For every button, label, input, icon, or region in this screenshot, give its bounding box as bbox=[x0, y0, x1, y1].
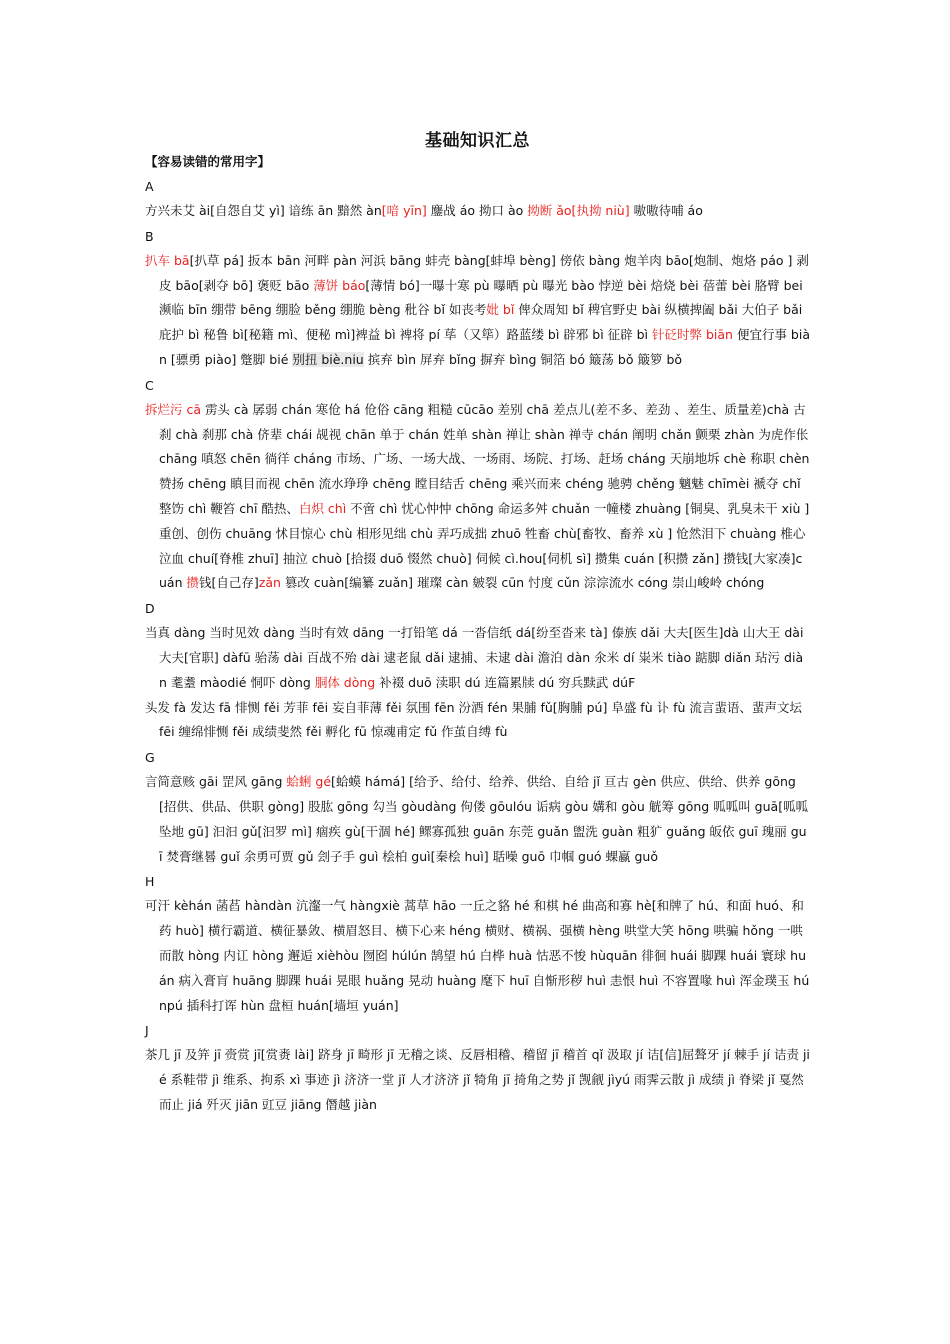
highlighted-entry: 拆烂污 cā bbox=[145, 401, 202, 417]
entry-text: 方兴未艾 ài[自怨自艾 yì] 谙练 ān 黯然 àn bbox=[145, 203, 382, 218]
entry-paragraph bbox=[145, 1043, 810, 1117]
entry-text: 鏖战 áo 拗口 ào bbox=[426, 203, 528, 218]
letter-heading: B bbox=[145, 228, 154, 244]
entry-text: 嗷嗷待哺 áo bbox=[629, 203, 703, 218]
highlighted-entry: zǎn bbox=[258, 575, 281, 591]
entry-text: 补裰 duō 渎职 dú 连篇累牍 dú 穷兵黩武 dúF bbox=[375, 674, 636, 690]
letter-heading: D bbox=[145, 601, 155, 617]
entry-text: 不啻 chì 忧心忡忡 chōng 命运多舛 chuǎn 一幢楼 zhuàng [铜臭、乳臭未干 xiù ] 重创、创伤 chuāng 怵目惊心 chù 相形见绌 chù 弄巧成拙 zhuō 牲畜 chù[畜牧、畜养 xù ] 怆然泪下 chuàng 椎心泣血 chuí[脊椎 zhuī] 抽泣 chuò [拾掇 duō 惙然 chuò] 伺候 cì.hou[伺机 sì] 攒集 cuán [积攒 zǎn] 攒钱[大家凑]cuán bbox=[159, 500, 810, 591]
letter-heading: G bbox=[145, 750, 155, 766]
entry-paragraph bbox=[145, 249, 810, 373]
entry-text: 钱[自己存] bbox=[199, 575, 259, 591]
highlighted-entry: 针砭时弊 biān bbox=[652, 327, 733, 343]
entry-paragraph bbox=[145, 398, 810, 596]
entry-text: 当真 dàng 当时见效 dàng 当时有效 dāng 一打铅笔 dá 一沓信纸 dá[纷至沓来 tà] 傣族 dǎi 大夫[医生]dà 山大王 dài 大夫[官职] dàfū 骀荡 dài 百战不殆 dài 逮老鼠 dǎi 逮捕、未逮 dài 澹泊 dàn 氽米 dí 粜米 tiào 踮脚 diǎn 玷污 diàn 耄耋 màodié 恫吓 dòng bbox=[145, 625, 804, 690]
entry-paragraph bbox=[145, 770, 810, 869]
entry-text: [薄情 bó]一曝十寒 pù 曝晒 pù 曝光 bào 悖逆 bèi 焙烧 bèi 蓓蕾 bèi 胳臂 bei 濒临 bīn 绷带 bēng 绷脸 běng 绷脆 bèng 秕谷 bǐ 如丧考 bbox=[159, 277, 803, 318]
entry-paragraph bbox=[145, 894, 810, 1018]
highlighted-entry: [喑 yīn] bbox=[381, 203, 427, 218]
entry-text: 篡改 cuàn[编纂 zuǎn] 璀璨 càn 皴裂 cūn 忖度 cǔn 淙淙流水 cóng 崇山峻岭 chóng bbox=[280, 575, 765, 591]
letter-heading: C bbox=[145, 377, 154, 393]
section-heading: 【容易读错的常用字】 bbox=[145, 154, 271, 169]
highlighted-entry: 薄饼 báo bbox=[313, 277, 366, 293]
letter-heading: J bbox=[145, 1023, 149, 1039]
entry-text: 言简意赅 gāi 罡风 gāng bbox=[145, 774, 287, 790]
entry-text: 头发 fà 发达 fā 悱恻 fěi 芳菲 fēi 妄自菲薄 fěi 氛围 fēn 汾酒 fén 果脯 fǔ[胸脯 pú] 阜盛 fù 讣 fù 流言蜚语、蜚声文坛 fēi 缠绵悱恻 fěi 成绩斐然 fěi 孵化 fū 惊魂甫定 fǔ 作茧自缚 fù bbox=[145, 699, 802, 740]
entry-paragraph bbox=[145, 621, 810, 695]
entry-text: [扒草 pá] 扳本 bān 河畔 pàn 河浜 bāng 蚌壳 bàng[蚌埠 bèng] 傍依 bàng 炮羊肉 bāo[炮制、炮烙 páo ] 剥皮 bāo[剥夺 bō] 褒贬 bāo bbox=[159, 252, 809, 293]
highlighted-entry: 胴体 dòng bbox=[314, 674, 376, 690]
highlighted-entry: 攒 bbox=[186, 575, 199, 591]
entry-text: 俾众周知 bǐ 稗官野史 bài 纵横捭阖 bǎi 大伯子 bǎi 庇护 bì 秘鲁 bì[秘籍 mì、便秘 mì]裨益 bì 裨将 pí 荜（又筚）路蓝缕 bì 辟邪 bì 征辟 bì bbox=[159, 302, 803, 343]
document-body bbox=[145, 174, 810, 1118]
shaded-entry: 别扭 biè.niu bbox=[292, 351, 364, 367]
entry-text: 便宜行事 biàn [骠勇 piào] 蹩脚 bié bbox=[159, 327, 810, 367]
letter-heading: H bbox=[145, 874, 155, 890]
highlighted-entry: 白炽 chì bbox=[298, 500, 347, 516]
entry-text: 雳头 cà 孱弱 chán 寒伧 há 伧俗 cāng 粗糙 cūcāo 差别 chā 差点儿(差不多、差劲 、差生、质量差)chà 古刹 chà 刹那 chà 侪辈 chái 觇视 chān 单于 chán 姓单 shàn 禅让 shàn 禅寺 chán 阐明 chǎn 颤栗 zhàn 为虎作伥 chāng 嗔怒 chēn 徜徉 cháng 市场、广场、一场大战、一场雨、场院、打场、赶场 cháng 天崩地坼 chè 称职 chèn 赞扬 chēng 瞋目而视 chēn 流水琤琤 chēng 瞠目结舌 chēng 乘兴而来 chéng 驰骋 chěng 魑魅 chīmèi 褫夺 chǐ 整饬 chì 鞭笞 chī 酷热、 bbox=[159, 401, 810, 516]
highlighted-entry: 拗断 ǎo[执拗 niù] bbox=[527, 203, 630, 218]
entry-paragraph bbox=[145, 696, 810, 746]
page-title: 基础知识汇总 bbox=[425, 131, 530, 151]
entry-text: 可汗 kèhán 菡萏 hàndàn 沆瀣一气 hàngxiè 蒿草 hāo 一丘之貉 hé 和棋 hé 曲高和寡 hè[和牌了 hú、和面 huó、和药 huò] 横行霸道、横征暴敛、横眉怒目、横下心来 héng 横财、横祸、强横 hèng 哄堂大笑 hōng 哄骗 hǒng 一哄而散 hòng 内讧 hòng 邂逅 xièhòu 囫囵 húlún 鹄望 hú 白桦 huà 怙恶不悛 hùquān 徘徊 huái 脚踝 huái 寰球 huán 病入膏肓 huāng 脚踝 huái 晃眼 huǎng 晃动 huàng 麾下 huī 自惭形秽 huì 恚恨 huì 不容置喙 huì 浑金璞玉 húnpú 插科打诨 hùn 盘桓 huán[墙垣 yuán] bbox=[145, 898, 810, 1013]
highlighted-entry: 蛤蜊 gé bbox=[286, 774, 332, 790]
entry-text: 茶几 jī 及笄 jī 赍赏 jī[赏赉 lài] 跻身 jī 畸形 jī 无稽之谈、反唇相稽、稽留 jī 稽首 qǐ 汲取 jí 诘[信]屈聱牙 jí 棘手 jí 诘责 jié 系鞋带 jì 维系、拘系 xì 事迹 jì 济济一堂 jǐ 人才济济 jǐ 犄角 jī 掎角之势 jǐ 觊觎 jìyú 雨霁云散 jì 成绩 jì 脊梁 jǐ 戛然而止 jiá 歼灭 jiān 豇豆 jiāng 僭越 jiàn bbox=[145, 1047, 810, 1112]
letter-heading: A bbox=[145, 179, 154, 194]
highlighted-entry: 扒车 bā bbox=[145, 252, 190, 268]
highlighted-entry: 妣 bǐ bbox=[486, 302, 515, 318]
entry-paragraph bbox=[145, 199, 810, 224]
entry-text: 摈弃 bìn 屏弃 bǐng 摒弃 bìng 铜箔 bó 簸荡 bǒ 簸箩 bǒ bbox=[363, 351, 683, 367]
entry-text: [蛤蟆 hámá] [给予、给付、给养、供给、自给 jǐ 亘古 gèn 供应、供给、供养 gōng[招供、供品、供职 gòng] 股肱 gōng 勾当 gòudàng 佝偻 gōulóu 诟病 gòu 媾和 gòu 觥筹 gōng 呱呱叫 guā[呱呱坠地 gū] 汩汩 gǔ[汩罗 mì] 痼疾 gù[干涸 hé] 鳏寡孤独 guān 东莞 guǎn 盥洗 guàn 粗犷 guǎng 皈依 guī 瑰丽 guī 焚膏继晷 guǐ 余勇可贾 gǔ 刽子手 guì 桧柏 guì[秦桧 huì] 聒噪 guō 巾帼 guó 蜾蠃 guǒ bbox=[159, 774, 809, 864]
